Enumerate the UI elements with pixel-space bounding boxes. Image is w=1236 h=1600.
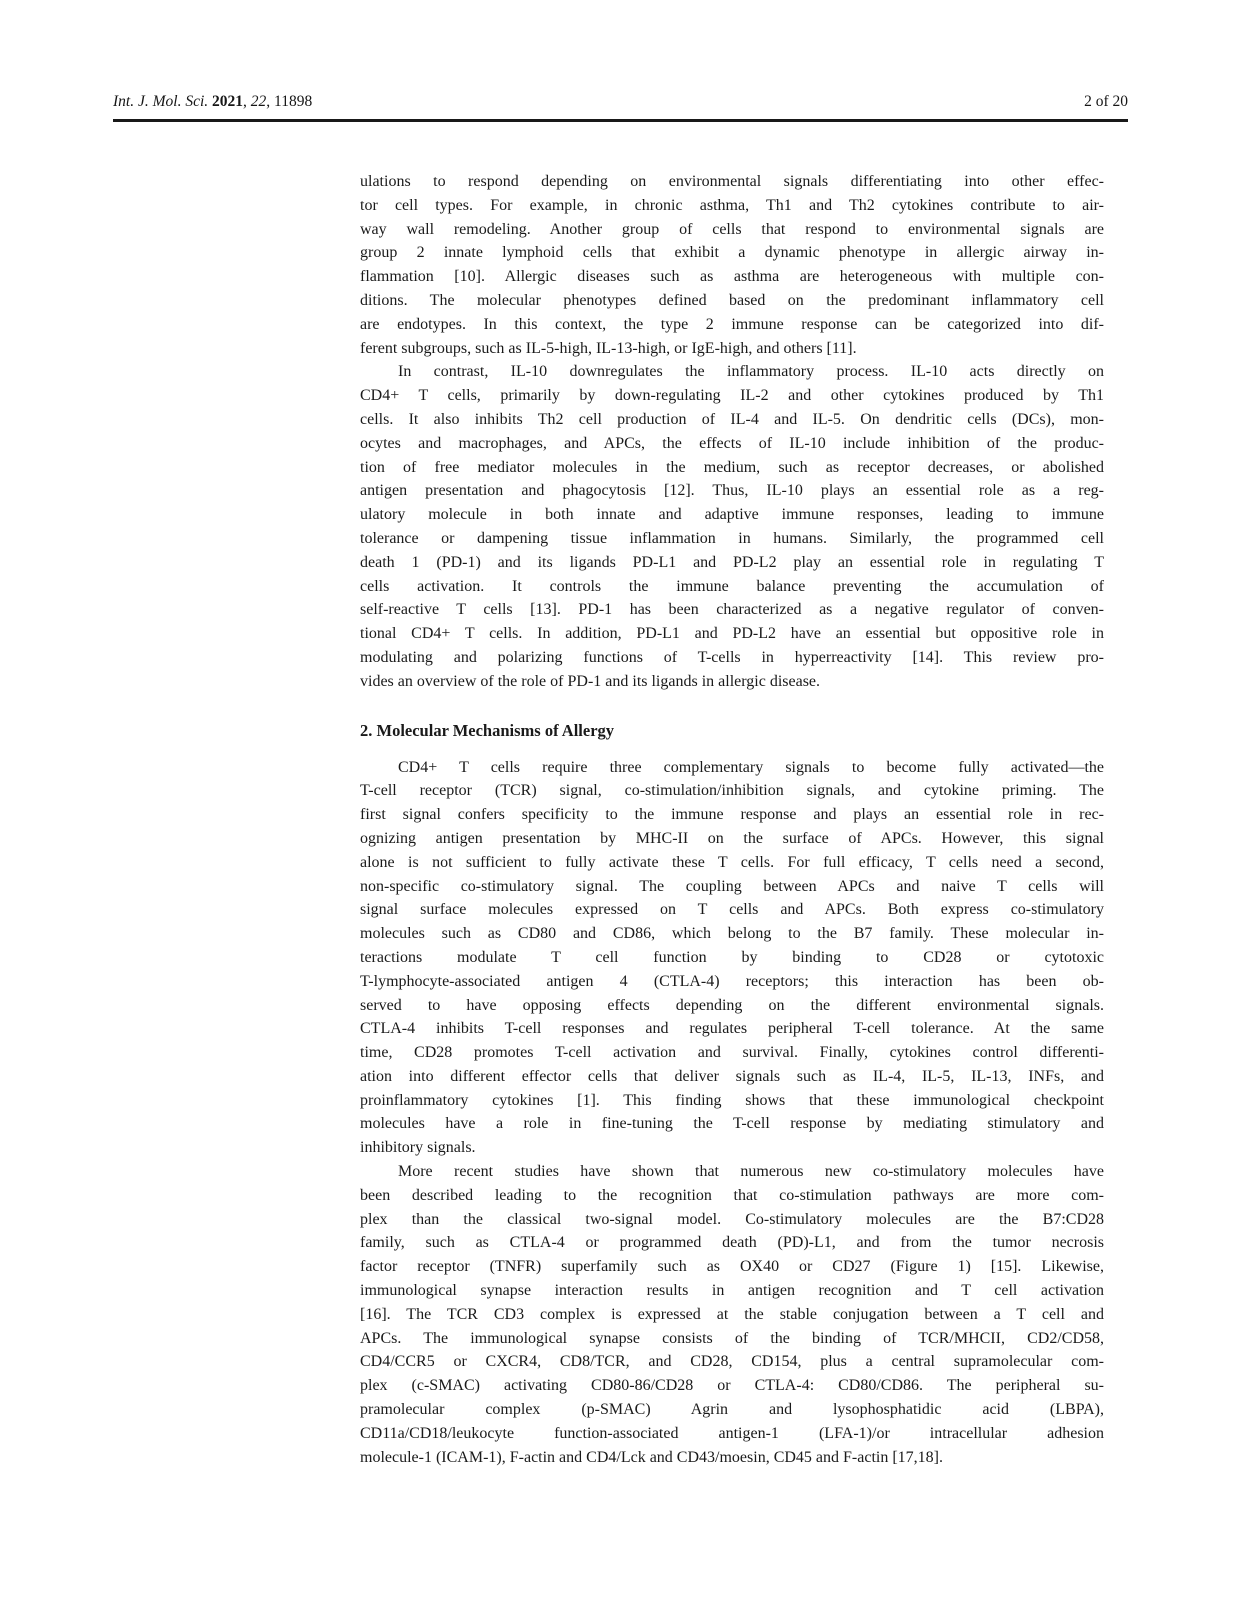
- journal-citation: [113, 93, 312, 111]
- paragraph: [360, 360, 1104, 693]
- text-line: vides an overview of the role of PD-1 and its ligands in allergic disease.: [360, 672, 821, 690]
- text-line: proinflammatory cytokines [1]. This finding shows that these immunological checkpoint: [360, 1091, 1104, 1109]
- text-line: first signal confers specificity to the immune response and plays an essential role in rec-: [360, 806, 1104, 824]
- text-line: ognizing antigen presentation by MHC-II on the surface of APCs. However, this signal: [360, 829, 1104, 847]
- text-line: cells. It also inhibits Th2 cell production of IL-4 and IL-5. On dendritic cells (DCs), mon-: [360, 410, 1104, 428]
- text-line: are endotypes. In this context, the type 2 immune response can be categorized into dif-: [360, 315, 1104, 333]
- citation-volume: 22: [250, 93, 267, 110]
- citation-separator: ,: [266, 93, 275, 110]
- text-line: plex (c-SMAC) activating CD80-86/CD28 or CTLA-4: CD80/CD86. The peripheral su-: [360, 1377, 1104, 1395]
- paragraph: [360, 756, 1104, 1161]
- section-heading: 2. Molecular Mechanisms of Allergy: [360, 720, 615, 740]
- text-line: ulations to respond depending on environmental signals differentiating into other effec-: [360, 173, 1104, 190]
- text-line: tion of free mediator molecules in the medium, such as receptor decreases, or abolished: [360, 458, 1104, 476]
- article-body: [360, 170, 1104, 1469]
- text-line: molecules such as CD80 and CD86, which belong to the B7 family. These molecular in-: [360, 925, 1104, 943]
- text-line: More recent studies have shown that numerous new co-stimulatory molecules have: [398, 1163, 1104, 1181]
- text-line: ferent subgroups, such as IL-5-high, IL-13-high, or IgE-high, and others [11].: [360, 339, 857, 357]
- text-line: antigen presentation and phagocytosis [12]. Thus, IL-10 plays an essential role as a reg-: [360, 482, 1104, 500]
- text-line: ditions. The molecular phenotypes defined based on the predominant inflammatory cell: [360, 291, 1104, 309]
- text-line: signal surface molecules expressed on T cells and APCs. Both express co-stimulatory: [360, 901, 1104, 919]
- text-line: ation into different effector cells that deliver signals such as IL-4, IL-5, IL-13, INFs, and: [360, 1067, 1104, 1085]
- page-header: [113, 93, 1128, 111]
- text-line: CTLA-4 inhibits T-cell responses and regulates peripheral T-cell tolerance. At the same: [360, 1020, 1104, 1038]
- citation-separator: ,: [243, 93, 251, 110]
- header-rule: [113, 119, 1128, 122]
- text-line: death 1 (PD-1) and its ligands PD-L1 and PD-L2 play an essential role in regulating T: [360, 553, 1104, 571]
- text-line: In contrast, IL-10 downregulates the inflammatory process. IL-10 acts directly on: [398, 363, 1104, 381]
- text-line: CD4+ T cells require three complementary signals to become fully activated—the: [398, 758, 1104, 776]
- citation-year: 2021: [212, 93, 244, 110]
- text-line: factor receptor (TNFR) superfamily such as OX40 or CD27 (Figure 1) [15]. Likewise,: [360, 1258, 1104, 1276]
- text-line: modulating and polarizing functions of T-cells in hyperreactivity [14]. This review pro-: [360, 648, 1104, 666]
- text-line: molecules have a role in fine-tuning the T-cell response by mediating stimulatory and: [360, 1115, 1104, 1133]
- text-line: tolerance or dampening tissue inflammation in humans. Similarly, the programmed cell: [360, 529, 1104, 547]
- text-line: group 2 innate lymphoid cells that exhibit a dynamic phenotype in allergic airway in-: [360, 244, 1104, 262]
- text-line: self-reactive T cells [13]. PD-1 has been characterized as a negative regulator of conven-: [360, 601, 1104, 619]
- text-line: ocytes and macrophages, and APCs, the effects of IL-10 include inhibition of the produc-: [360, 434, 1104, 452]
- text-line: flammation [10]. Allergic diseases such as asthma are heterogeneous with multiple con-: [360, 268, 1104, 286]
- text-line: pramolecular complex (p-SMAC) Agrin and lysophosphatidic acid (LBPA),: [360, 1401, 1104, 1419]
- text-line: APCs. The immunological synapse consists of the binding of TCR/MHCII, CD2/CD58,: [360, 1329, 1104, 1347]
- paragraph: [360, 170, 1104, 360]
- text-line: alone is not sufficient to fully activate these T cells. For full efficacy, T cells need a second,: [360, 853, 1104, 871]
- citation-article-number: 11898: [274, 93, 313, 110]
- text-line: inhibitory signals.: [360, 1139, 476, 1157]
- text-line: T-lymphocyte-associated antigen 4 (CTLA-4) receptors; this interaction has been ob-: [360, 972, 1104, 990]
- text-line: CD4/CCR5 or CXCR4, CD8/TCR, and CD28, CD154, plus a central supramolecular com-: [360, 1353, 1104, 1371]
- text-line: been described leading to the recognition that co-stimulation pathways are more com-: [360, 1186, 1104, 1204]
- text-line: [16]. The TCR CD3 complex is expressed at the stable conjugation between a T cell and: [360, 1305, 1104, 1323]
- text-line: CD4+ T cells, primarily by down-regulating IL-2 and other cytokines produced by Th1: [360, 387, 1104, 405]
- text-line: cells activation. It controls the immune balance preventing the accumulation of: [360, 577, 1104, 595]
- text-line: immunological synapse interaction results in antigen recognition and T cell activation: [360, 1282, 1104, 1300]
- text-line: time, CD28 promotes T-cell activation and survival. Finally, cytokines control differenti-: [360, 1044, 1104, 1062]
- text-line: molecule-1 (ICAM-1), F-actin and CD4/Lck and CD43/moesin, CD45 and F-actin [17,18].: [360, 1448, 943, 1466]
- text-line: T-cell receptor (TCR) signal, co-stimulation/inhibition signals, and cytokine priming. The: [360, 782, 1104, 800]
- text-line: CD11a/CD18/leukocyte function-associated antigen-1 (LFA-1)/or intracellular adhesion: [360, 1424, 1104, 1442]
- text-line: teractions modulate T cell function by binding to CD28 or cytotoxic: [360, 948, 1104, 966]
- paragraph: [360, 1160, 1104, 1469]
- page-number-indicator: 2 of 20: [1084, 93, 1128, 110]
- text-line: plex than the classical two-signal model. Co-stimulatory molecules are the B7:CD28: [360, 1210, 1104, 1228]
- text-line: non-specific co-stimulatory signal. The coupling between APCs and naive T cells will: [360, 877, 1104, 895]
- text-line: tor cell types. For example, in chronic asthma, Th1 and Th2 cytokines contribute to air-: [360, 196, 1104, 214]
- text-line: served to have opposing effects depending on the different environmental signals.: [360, 996, 1104, 1014]
- text-line: family, such as CTLA-4 or programmed death (PD)-L1, and from the tumor necrosis: [360, 1234, 1104, 1252]
- text-line: way wall remodeling. Another group of cells that respond to environmental signals are: [360, 220, 1104, 238]
- journal-name: Int. J. Mol. Sci.: [113, 93, 213, 110]
- text-line: tional CD4+ T cells. In addition, PD-L1 and PD-L2 have an essential but oppositive role in: [360, 625, 1104, 643]
- text-line: ulatory molecule in both innate and adaptive immune responses, leading to immune: [360, 506, 1104, 524]
